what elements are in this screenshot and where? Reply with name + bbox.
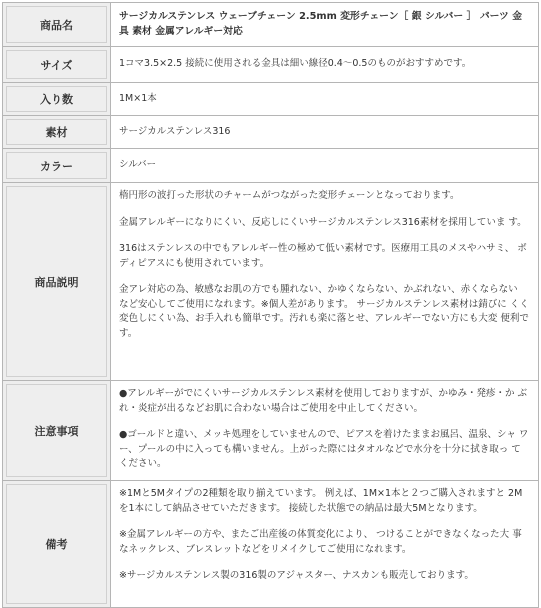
row-notes xyxy=(3,380,538,480)
row-size xyxy=(3,46,538,82)
row-quantity xyxy=(3,82,538,115)
label-color: カラー xyxy=(3,149,111,182)
description-paragraph: 楕円形の波打った形状のチャームがつながった変形チェーンとなっております。 xyxy=(119,190,460,201)
row-product-name xyxy=(3,3,538,46)
remarks-paragraph: ※1Mと5Mタイプの2種類を取り揃えています。 例えば、1M×1本と２つご購入されますと 2Mを1本にして納品させていただきます。 接続した状態での納品は最大5Mとなります。 xyxy=(119,488,523,514)
row-material xyxy=(3,115,538,148)
value-notes xyxy=(111,381,538,480)
quantity-text: 1M×1本 xyxy=(119,92,157,104)
label-notes: 注意事項 xyxy=(3,381,111,480)
label-size: サイズ xyxy=(3,47,111,82)
size-text: 1コマ3.5×2.5 接続に使用される金具は細い線径0.4～0.5のものがおすすめです。 xyxy=(119,58,472,70)
value-description xyxy=(111,183,538,380)
row-remarks xyxy=(3,480,538,607)
remarks-paragraph: ※サージカルステンレス製の316製のアジャスター、ナスカンも販売しております。 xyxy=(119,570,474,581)
value-product-name xyxy=(111,3,538,46)
label-product-name: 商品名 xyxy=(3,3,111,46)
value-remarks xyxy=(111,481,538,607)
value-material xyxy=(111,116,538,148)
material-text: サージカルステンレス316 xyxy=(119,125,231,137)
label-description: 商品説明 xyxy=(3,183,111,380)
row-color xyxy=(3,148,538,182)
value-size xyxy=(111,47,538,82)
description-paragraph: 金属アレルギーになりにくい、反応しにくいサージカルステンレス316素材を採用していま す。 xyxy=(119,216,527,228)
color-text: シルバー xyxy=(119,159,157,171)
label-material: 素材 xyxy=(3,116,111,148)
description-paragraph: 金アレ対応の為、敏感なお肌の方でも腫れない、かゆくならない、かぶれない、赤くならない など安心してご使用になれます。※個人差があります。 サージカルステンレス素材は錆びに くく変色しにくい為、お手入れも簡単です。汚れも楽に落とせ、アレルギーでない方にも大変 便利です。 xyxy=(119,284,529,339)
value-color xyxy=(111,149,538,182)
product-spec-table xyxy=(2,2,539,608)
description-paragraph: 316はステンレスの中でもアレルギー性の極めて低い素材です。医療用工具のメスやハサミ、 ボディピアスにも使用されています。 xyxy=(119,243,527,269)
value-quantity xyxy=(111,83,538,115)
remarks-paragraph: ※金属アレルギーの方や、またご出産後の体質変化により、 つけることができなくなった大 事なネックレス、ブレスレットなどをリメイクしてご使用になれます。 xyxy=(119,529,522,555)
notes-paragraph: ●ゴールドと違い、メッキ処理をしていませんので、ピアスを着けたままお風呂、温泉、シャ ワー、プールの中に入っても構いません。上がった際にはタオルなどで水分を十分に拭き取っ てください。 xyxy=(119,429,529,469)
notes-paragraph: ●アレルギーがでにくいサージカルステンレス素材を使用しておりますが、かゆみ・発疹・か ぶれ・炎症が出るなどお肌に合わない場合はご使用を中止してください。 xyxy=(119,388,528,414)
product-name-text: サージカルステンレス ウェーブチェーン 2.5mm 変形チェーン［ 銀 シルバー ］ パーツ 金具 素材 金属アレルギー対応 xyxy=(119,11,523,37)
label-quantity: 入り数 xyxy=(3,83,111,115)
label-remarks: 備考 xyxy=(3,481,111,607)
row-description xyxy=(3,182,538,380)
